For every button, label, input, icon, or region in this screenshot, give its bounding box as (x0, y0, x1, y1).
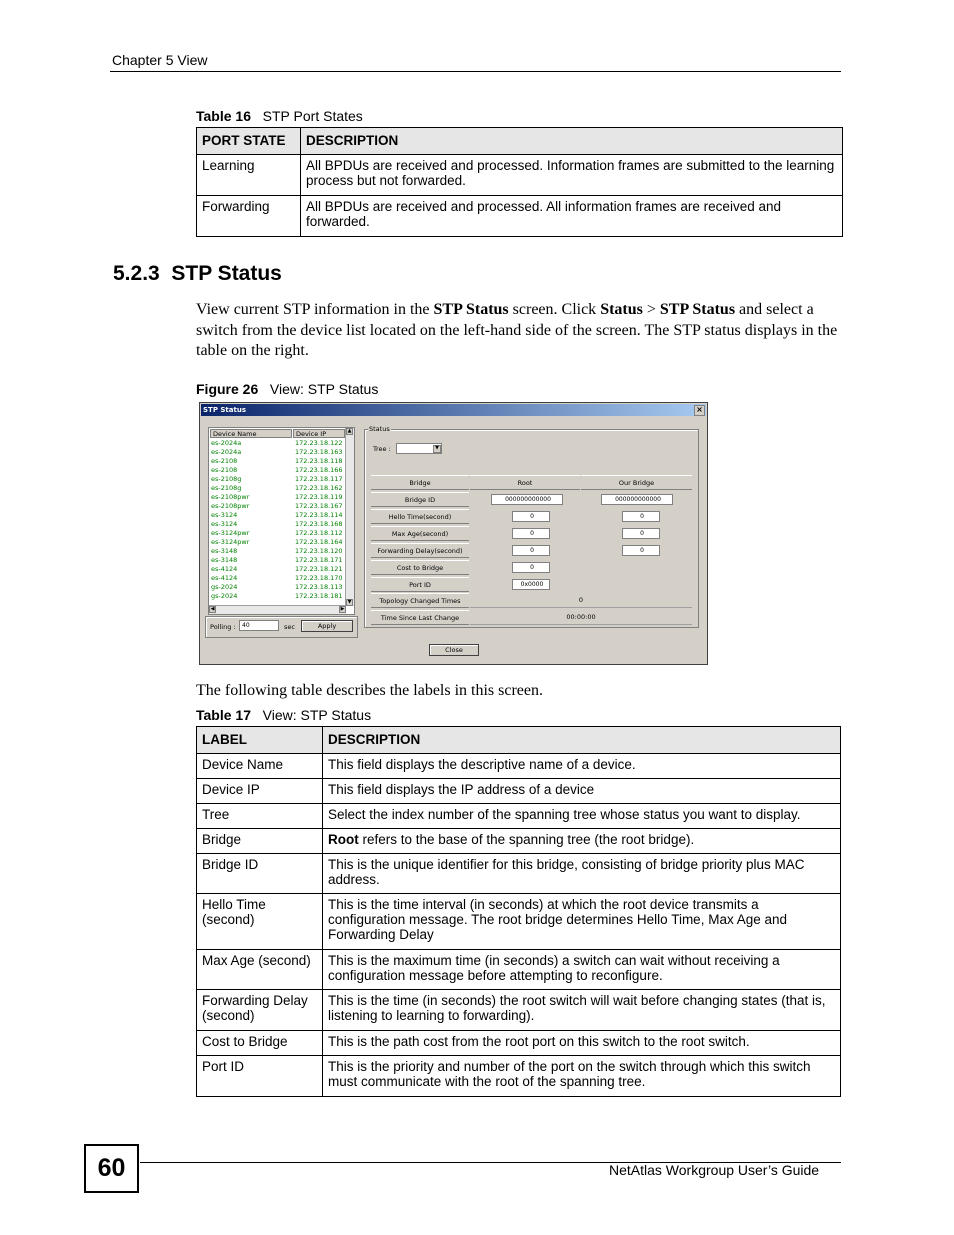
table-row (197, 1056, 841, 1097)
table-header-cell: DESCRIPTION (323, 727, 841, 754)
topology-value: 0 (470, 593, 692, 608)
table-cell: Max Age (second) (197, 950, 323, 990)
window-title: STP Status (203, 406, 246, 414)
col-header-root: Root (470, 475, 580, 490)
table-row (197, 804, 841, 829)
list-item[interactable] (209, 493, 354, 502)
table16-caption-title: STP Port States (262, 108, 363, 124)
table-cell: All BPDUs are received and processed. All information frames are received and forwarded. (301, 196, 843, 237)
table-row (197, 1031, 841, 1056)
device-name: es-2024a (211, 439, 242, 447)
device-name: es-2108g (211, 475, 242, 483)
since-label: Time Since Last Change (371, 610, 469, 625)
device-ip: 172.23.18.162 (295, 484, 343, 492)
chevron-down-icon[interactable]: ▼ (433, 445, 441, 453)
table-cell: This is the maximum time (in seconds) a switch can wait without receiving a configuration message before attempting to reconfigure. (323, 950, 841, 990)
para-text: > (642, 301, 660, 318)
device-ip: 172.23.18.119 (295, 493, 343, 501)
polling-group (205, 616, 358, 638)
section-paragraph (196, 300, 846, 362)
section-number: 5.2.3 (113, 262, 160, 285)
table-cell: Forwarding Delay (second) (197, 990, 323, 1031)
root-value-field: 0x0000 (512, 579, 550, 590)
para-text: View current STP information in the (196, 301, 434, 318)
table-row (197, 950, 841, 990)
list-item[interactable] (209, 574, 354, 583)
device-ip: 172.23.18.170 (295, 574, 343, 582)
device-name: gs-2024 (211, 592, 238, 600)
table-row (197, 754, 841, 779)
table17-caption-title: View: STP Status (262, 707, 372, 723)
device-ip: 172.23.18.167 (295, 502, 343, 510)
status-group (364, 425, 699, 628)
chapter-header: Chapter 5 View (112, 52, 208, 68)
polling-unit: sec (284, 623, 295, 631)
status-group-label: Status (369, 425, 390, 433)
device-name: es-3148 (211, 547, 238, 555)
list-item[interactable] (209, 475, 354, 484)
table-cell-text: refers to the base of the spanning tree (the root bridge). (358, 832, 695, 847)
list-item[interactable] (209, 538, 354, 547)
table-row (197, 779, 841, 804)
scroll-right-icon[interactable]: ▶ (340, 606, 345, 612)
table-cell: This is the time (in seconds) the root switch will wait before changing states (that is, listening to learning to forwarding). (323, 990, 841, 1031)
table-cell: This field displays the IP address of a device (323, 779, 841, 804)
list-item[interactable] (209, 520, 354, 529)
col-header-our-bridge: Our Bridge (581, 475, 692, 490)
section-title (113, 262, 282, 286)
device-name: es-3124 (211, 511, 238, 519)
status-row-label: Bridge ID (371, 492, 469, 507)
status-row-label: Port ID (371, 577, 469, 592)
device-name: es-2024a (211, 448, 242, 456)
table-cell: This is the unique identifier for this bridge, consisting of bridge priority plus MAC address. (323, 854, 841, 894)
table-cell: Bridge ID (197, 854, 323, 894)
table-header-cell: LABEL (197, 727, 323, 754)
table-cell: Forwarding (197, 196, 301, 237)
tree-select[interactable] (396, 443, 442, 454)
table-cell: Bridge (197, 829, 323, 854)
status-row-label: Forwarding Delay(second) (371, 543, 469, 558)
device-ip: 172.23.18.181 (295, 592, 343, 600)
device-ip: 172.23.18.166 (295, 466, 343, 474)
table-cell: Device Name (197, 754, 323, 779)
device-ip: 172.23.18.122 (295, 439, 343, 447)
window-titlebar (201, 404, 706, 416)
para-text: screen. Click (508, 301, 601, 318)
list-item[interactable] (209, 529, 354, 538)
table-cell: Cost to Bridge (197, 1031, 323, 1056)
table-cell: Hello Time (second) (197, 894, 323, 950)
device-name: es-2108pwr (211, 502, 250, 510)
list-item[interactable] (209, 439, 354, 448)
device-name: es-3124pwr (211, 529, 250, 537)
device-name: es-3124pwr (211, 538, 250, 546)
device-ip: 172.23.18.171 (295, 556, 343, 564)
guide-title: NetAtlas Workgroup User’s Guide (609, 1162, 820, 1178)
vertical-scrollbar[interactable] (345, 428, 354, 606)
table17-caption-label: Table 17 (196, 707, 251, 723)
list-item[interactable] (209, 484, 354, 493)
device-name: es-2108g (211, 484, 242, 492)
figure26-caption (196, 381, 378, 397)
para-bold: Status (600, 301, 643, 318)
table17 (196, 726, 841, 1097)
topology-label: Topology Changed Times (371, 593, 469, 608)
table-cell: Learning (197, 155, 301, 196)
table-cell: Tree (197, 804, 323, 829)
table-header-cell: DESCRIPTION (301, 128, 843, 155)
root-value-field: 0 (512, 528, 550, 539)
close-button[interactable]: Close (429, 644, 479, 656)
device-name: es-4124 (211, 574, 238, 582)
table-row (197, 829, 841, 854)
list-header-device-ip[interactable]: Device IP (293, 429, 345, 438)
root-value-field: 000000000000 (491, 494, 563, 505)
table-cell: This is the time interval (in seconds) at which the root device transmits a configuration message. The root bridge determines Hello Time, Max Age and Forwarding Delay (323, 894, 841, 950)
device-ip: 172.23.18.112 (295, 529, 343, 537)
table-cell: This is the priority and number of the port on the switch through which this switch must communicate with the root of the spanning tree. (323, 1056, 841, 1097)
device-name: es-2108pwr (211, 493, 250, 501)
our-bridge-value-field: 000000000000 (601, 494, 673, 505)
device-list[interactable] (208, 427, 355, 615)
close-icon[interactable]: × (694, 405, 705, 416)
root-value-field: 0 (512, 545, 550, 556)
table16 (196, 127, 843, 237)
list-item[interactable] (209, 592, 354, 601)
root-value-field: 0 (512, 562, 550, 573)
list-item[interactable] (209, 565, 354, 574)
device-name: es-2108 (211, 457, 238, 465)
section-name: STP Status (171, 262, 282, 285)
device-ip: 172.23.18.121 (295, 565, 343, 573)
device-ip: 172.23.18.114 (295, 511, 343, 519)
list-item[interactable] (209, 511, 354, 520)
device-ip: 172.23.18.168 (295, 520, 343, 528)
table16-caption-label: Table 16 (196, 108, 251, 124)
tree-label: Tree : (373, 445, 391, 453)
device-name: es-2108 (211, 466, 238, 474)
table-cell: Device IP (197, 779, 323, 804)
polling-label: Polling : (210, 623, 236, 631)
root-value-field: 0 (512, 511, 550, 522)
list-item[interactable] (209, 457, 354, 466)
table-cell: Select the index number of the spanning tree whose status you want to display. (323, 804, 841, 829)
status-row-label: Hello Time(second) (371, 509, 469, 524)
table-cell (323, 829, 841, 854)
list-header-device-name[interactable]: Device Name (210, 429, 292, 438)
col-header-bridge: Bridge (371, 475, 469, 490)
table-row (197, 155, 843, 196)
list-item[interactable] (209, 583, 354, 592)
status-row-label: Cost to Bridge (371, 560, 469, 575)
figure26-caption-title: View: STP Status (269, 381, 379, 397)
table-row (197, 894, 841, 950)
table-header-row (197, 727, 841, 754)
table17-caption (196, 707, 371, 723)
scroll-left-icon[interactable]: ◀ (210, 606, 215, 612)
our-bridge-value-field: 0 (622, 528, 660, 539)
table16-caption (196, 108, 363, 124)
table-cell: Port ID (197, 1056, 323, 1097)
list-item[interactable] (209, 448, 354, 457)
polling-input[interactable]: 40 (239, 620, 279, 631)
device-ip: 172.23.18.118 (295, 457, 343, 465)
scroll-up-icon[interactable]: ▲ (347, 428, 352, 434)
status-row-label: Max Age(second) (371, 526, 469, 541)
device-ip: 172.23.18.163 (295, 448, 343, 456)
our-bridge-value-field: 0 (622, 545, 660, 556)
table-row (197, 990, 841, 1031)
para-text: and select a switch from the device list located on the left-hand side of the screen. The STP status displays in the table on the right. (196, 301, 838, 359)
device-name: es-3148 (211, 556, 238, 564)
table-cell: This is the path cost from the root port on this switch to the root switch. (323, 1031, 841, 1056)
table-cell: This field displays the descriptive name of a device. (323, 754, 841, 779)
list-item[interactable] (209, 556, 354, 565)
para-bold: STP Status (433, 301, 509, 318)
horizontal-scrollbar[interactable] (209, 605, 346, 614)
page-number: 60 (84, 1144, 139, 1193)
list-item[interactable] (209, 502, 354, 511)
device-name: es-4124 (211, 565, 238, 573)
our-bridge-value-field: 0 (622, 511, 660, 522)
table-header-cell: PORT STATE (197, 128, 301, 155)
device-ip: 172.23.18.113 (295, 583, 343, 591)
table-header-row (197, 128, 843, 155)
list-item[interactable] (209, 466, 354, 475)
since-value: 00:00:00 (470, 610, 692, 625)
table-cell: All BPDUs are received and processed. Information frames are submitted to the learning process but not forwarded. (301, 155, 843, 196)
device-ip: 172.23.18.164 (295, 538, 343, 546)
para-bold: STP Status (659, 301, 736, 318)
device-name: gs-2024 (211, 583, 238, 591)
device-ip: 172.23.18.117 (295, 475, 343, 483)
following-paragraph: The following table describes the labels in this screen. (196, 682, 544, 699)
device-ip: 172.23.18.120 (295, 547, 343, 555)
device-name: es-3124 (211, 520, 238, 528)
figure26-caption-label: Figure 26 (196, 381, 259, 397)
apply-button[interactable]: Apply (301, 620, 353, 632)
table-row (197, 854, 841, 894)
scroll-down-icon[interactable]: ▼ (347, 599, 352, 605)
stp-status-window (199, 402, 708, 665)
table-row (197, 196, 843, 237)
header-rule (110, 71, 841, 72)
list-item[interactable] (209, 547, 354, 556)
root-term: Root (328, 832, 359, 847)
